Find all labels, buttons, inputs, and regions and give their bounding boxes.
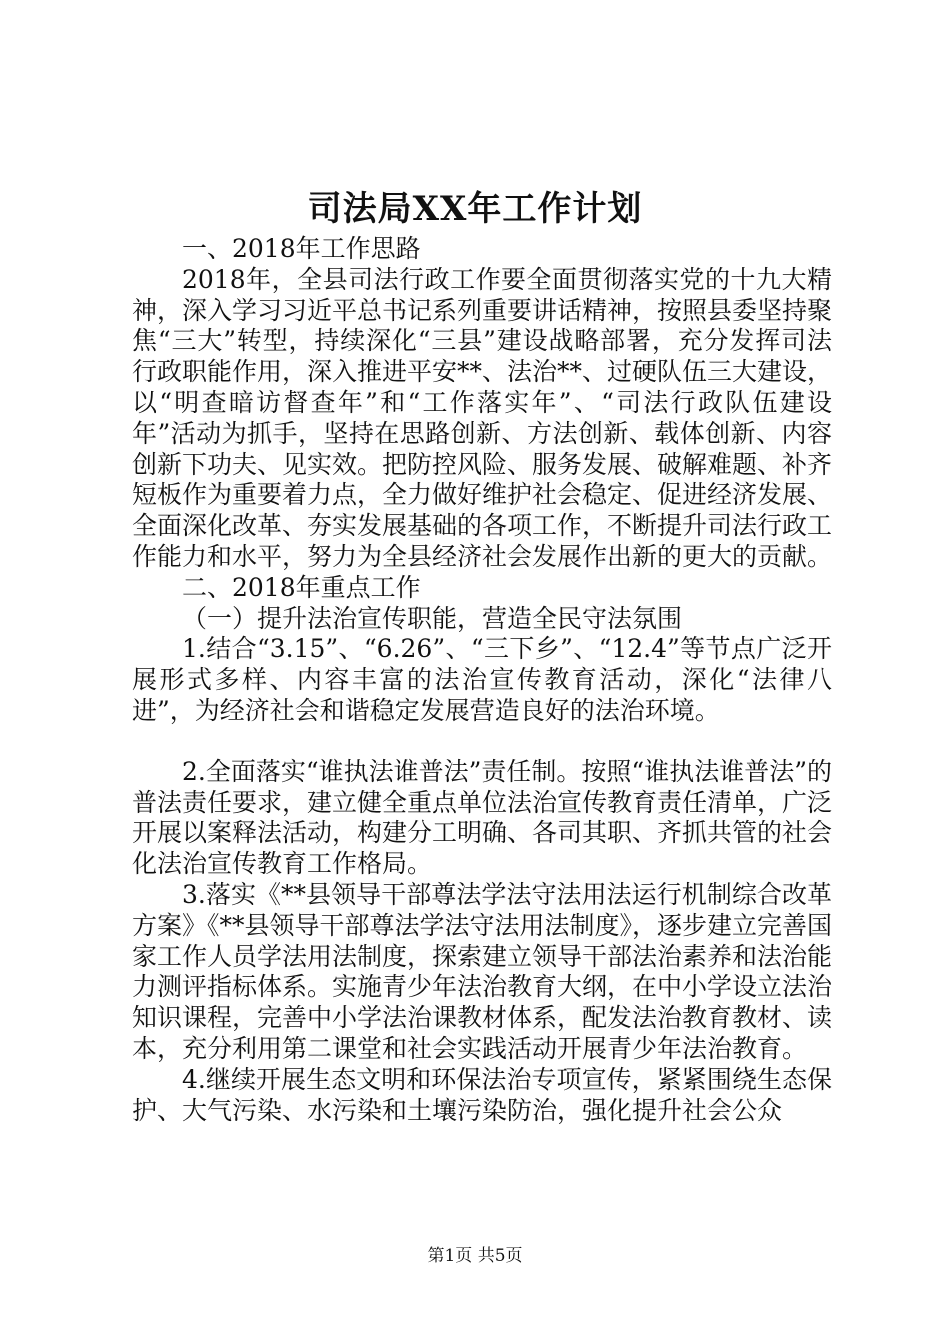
paragraph-item-1: 1.结合“3.15”、“6.26”、“三下乡”、“12.4”等节点广泛开展形式多样、内容丰富的法治宣传教育活动，深化“法律八进”，为经济社会和谐稳定发展营造良好的法治环境。 (132, 634, 832, 725)
subsection-heading-1: （一）提升法治宣传职能，营造全民守法氛围 (182, 603, 683, 633)
paragraph-item-2: 2.全面落实“谁执法谁普法”责任制。按照“谁执法谁普法”的普法责任要求，建立健全重点单位法治宣传教育责任清单，广泛开展以案释法活动，构建分工明确、各司其职、齐抓共管的社会化法治宣传教育工作格局。 (132, 756, 833, 879)
section-heading-2: 二、2018年重点工作 (182, 572, 421, 602)
document-body (132, 234, 832, 1126)
section-heading-1: 一、2018年工作思路 (182, 234, 421, 263)
paragraph-item-4: 4.继续开展生态文明和环保法治专项宣传，紧紧围绕生态保护、大气污染、水污染和土壤污染防治，强化提升社会公众 (132, 1064, 832, 1125)
page-footer: 第1页 共5页 (427, 1246, 523, 1266)
paragraph-item-3: 3.落实《**县领导干部尊法学法守法用法运行机制综合改革方案》《**县领导干部尊法学法守法用法制度》，逐步建立完善国家工作人员学法用法制度，探索建立领导干部法治素养和法治能力测评指标体系。实施青少年法治教育大纲，在中小学设立法治知识课程，完善中小学法治课教材体系，配发法治教育教材、读本，充分利用第二课堂和社会实践活动开展青少年法治教育。 (132, 879, 833, 1063)
paragraph-work-approach: 2018年，全县司法行政工作要全面贯彻落实党的十九大精神，深入学习习近平总书记系列重要讲话精神，按照县委坚持聚焦“三大”转型，持续深化“三县”建设战略部署，充分发挥司法行政职能作用，深入推进平安**、法治**、过硬队伍三大建设，以“明查暗访督查年”和“工作落实年”、“司法行政队伍建设年”活动为抓手，坚持在思路创新、方法创新、载体创新、内容创新下功夫、见实效。把防控风险、服务发展、破解难题、补齐短板作为重要着力点，全力做好维护社会稳定、促进经济发展、全面深化改革、夯实发展基础的各项工作，不断提升司法行政工作能力和水平，努力为全县经济社会发展作出新的更大的贡献。 (132, 264, 833, 571)
document-title: 司法局XX年工作计划 (307, 189, 643, 229)
